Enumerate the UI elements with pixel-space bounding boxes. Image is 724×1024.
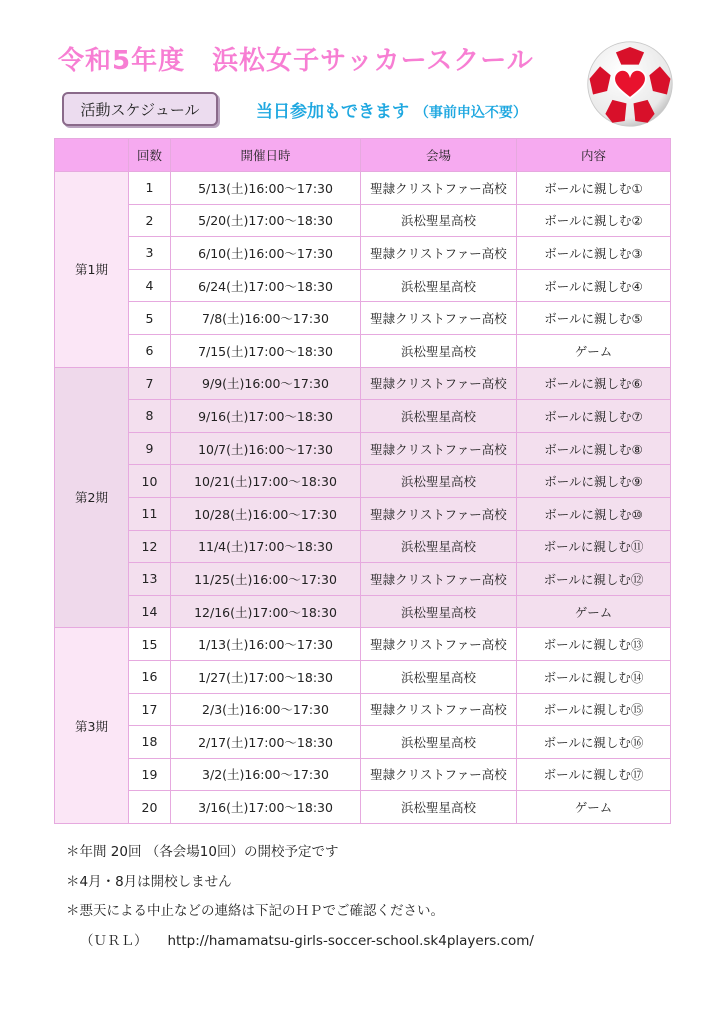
- session-venue: 聖隷クリストファー高校: [361, 563, 517, 596]
- session-number: 20: [129, 791, 171, 824]
- session-datetime: 7/8(土)16:00～17:30: [171, 302, 361, 335]
- session-number: 11: [129, 497, 171, 530]
- table-row: [55, 497, 671, 530]
- note-line: ＊悪天による中止などの連絡は下記のＨＰでご確認ください。: [66, 903, 444, 919]
- session-content: ボールに親しむ⑪: [517, 530, 671, 563]
- session-content: ボールに親しむ⑦: [517, 400, 671, 433]
- session-datetime: 10/21(土)17:00～18:30: [171, 465, 361, 498]
- session-content: ボールに親しむ⑩: [517, 497, 671, 530]
- schedule-badge: 活動スケジュール: [62, 92, 218, 126]
- table-row: [55, 334, 671, 367]
- session-datetime: 7/15(土)17:00～18:30: [171, 334, 361, 367]
- table-row: [55, 302, 671, 335]
- notes: [66, 838, 534, 956]
- session-datetime: 3/16(土)17:00～18:30: [171, 791, 361, 824]
- table-row: [55, 432, 671, 465]
- session-content: ボールに親しむ②: [517, 204, 671, 237]
- session-content: ボールに親しむ⑧: [517, 432, 671, 465]
- session-venue: 浜松聖星高校: [361, 334, 517, 367]
- table-row: [55, 595, 671, 628]
- session-venue: 聖隷クリストファー高校: [361, 758, 517, 791]
- session-datetime: 11/25(土)16:00～17:30: [171, 563, 361, 596]
- subtitle-note: （事前申込不要）: [414, 105, 527, 121]
- session-venue: 聖隷クリストファー高校: [361, 497, 517, 530]
- session-venue: 浜松聖星高校: [361, 530, 517, 563]
- session-content: ボールに親しむ①: [517, 172, 671, 205]
- session-venue: 浜松聖星高校: [361, 726, 517, 759]
- session-datetime: 1/13(土)16:00～17:30: [171, 628, 361, 661]
- session-content: ボールに親しむ⑨: [517, 465, 671, 498]
- period-label: 第1期: [55, 172, 129, 368]
- table-row: [55, 172, 671, 205]
- session-datetime: 5/13(土)16:00～17:30: [171, 172, 361, 205]
- url-label: （ＵＲＬ）: [80, 932, 148, 949]
- header-venue: 会場: [361, 139, 517, 172]
- table-row: [55, 563, 671, 596]
- session-content: ゲーム: [517, 334, 671, 367]
- url-link[interactable]: http://hamamatsu-girls-soccer-school.sk4players.com/: [167, 932, 534, 949]
- table-row: [55, 367, 671, 400]
- session-number: 2: [129, 204, 171, 237]
- table-row: [55, 726, 671, 759]
- note-line: ＊年間 20回 （各会場10回）の開校予定です: [66, 844, 339, 860]
- session-number: 7: [129, 367, 171, 400]
- heart-soccer-ball-icon: [586, 40, 674, 128]
- subtitle: [256, 97, 527, 122]
- session-datetime: 11/4(土)17:00～18:30: [171, 530, 361, 563]
- header-period: [55, 139, 129, 172]
- period-label: 第2期: [55, 367, 129, 628]
- table-header-row: [55, 139, 671, 172]
- table-row: [55, 758, 671, 791]
- table-row: [55, 269, 671, 302]
- session-number: 15: [129, 628, 171, 661]
- session-venue: 浜松聖星高校: [361, 791, 517, 824]
- session-number: 6: [129, 334, 171, 367]
- session-venue: 浜松聖星高校: [361, 400, 517, 433]
- note-line: ＊4月・8月は開校しません: [66, 873, 232, 890]
- table-row: [55, 628, 671, 661]
- session-number: 16: [129, 660, 171, 693]
- session-datetime: 2/17(土)17:00～18:30: [171, 726, 361, 759]
- session-number: 1: [129, 172, 171, 205]
- session-number: 17: [129, 693, 171, 726]
- page-title: 令和5年度 浜松女子サッカースクール: [58, 46, 534, 76]
- session-content: ボールに親しむ⑫: [517, 563, 671, 596]
- session-content: ボールに親しむ⑤: [517, 302, 671, 335]
- session-datetime: 6/10(土)16:00～17:30: [171, 237, 361, 270]
- session-number: 3: [129, 237, 171, 270]
- session-datetime: 6/24(土)17:00～18:30: [171, 269, 361, 302]
- table-row: [55, 660, 671, 693]
- header-datetime: 開催日時: [171, 139, 361, 172]
- session-number: 10: [129, 465, 171, 498]
- session-content: ボールに親しむ⑮: [517, 693, 671, 726]
- session-content: ボールに親しむ⑥: [517, 367, 671, 400]
- table-row: [55, 237, 671, 270]
- session-number: 18: [129, 726, 171, 759]
- session-datetime: 2/3(土)16:00～17:30: [171, 693, 361, 726]
- session-venue: 聖隷クリストファー高校: [361, 693, 517, 726]
- session-venue: 浜松聖星高校: [361, 204, 517, 237]
- table-row: [55, 465, 671, 498]
- header-number: 回数: [129, 139, 171, 172]
- session-venue: 浜松聖星高校: [361, 465, 517, 498]
- session-number: 9: [129, 432, 171, 465]
- session-content: ボールに親しむ⑭: [517, 660, 671, 693]
- table-row: [55, 204, 671, 237]
- session-venue: 聖隷クリストファー高校: [361, 367, 517, 400]
- session-datetime: 1/27(土)17:00～18:30: [171, 660, 361, 693]
- session-content: ゲーム: [517, 595, 671, 628]
- session-content: ボールに親しむ③: [517, 237, 671, 270]
- table-row: [55, 530, 671, 563]
- session-content: ゲーム: [517, 791, 671, 824]
- table-row: [55, 791, 671, 824]
- session-venue: 聖隷クリストファー高校: [361, 432, 517, 465]
- session-number: 19: [129, 758, 171, 791]
- period-label: 第3期: [55, 628, 129, 824]
- session-number: 14: [129, 595, 171, 628]
- session-datetime: 10/7(土)16:00～17:30: [171, 432, 361, 465]
- session-number: 5: [129, 302, 171, 335]
- session-venue: 浜松聖星高校: [361, 660, 517, 693]
- session-datetime: 9/16(土)17:00～18:30: [171, 400, 361, 433]
- session-content: ボールに親しむ⑰: [517, 758, 671, 791]
- url-line: [66, 927, 534, 957]
- session-venue: 聖隷クリストファー高校: [361, 172, 517, 205]
- session-venue: 聖隷クリストファー高校: [361, 302, 517, 335]
- session-content: ボールに親しむ⑯: [517, 726, 671, 759]
- session-datetime: 10/28(土)16:00～17:30: [171, 497, 361, 530]
- schedule-table: [54, 138, 671, 824]
- table-row: [55, 693, 671, 726]
- session-number: 12: [129, 530, 171, 563]
- session-number: 8: [129, 400, 171, 433]
- header-content: 内容: [517, 139, 671, 172]
- session-datetime: 3/2(土)16:00～17:30: [171, 758, 361, 791]
- session-content: ボールに親しむ⑬: [517, 628, 671, 661]
- session-datetime: 9/9(土)16:00～17:30: [171, 367, 361, 400]
- session-venue: 聖隷クリストファー高校: [361, 628, 517, 661]
- session-content: ボールに親しむ④: [517, 269, 671, 302]
- session-number: 13: [129, 563, 171, 596]
- session-number: 4: [129, 269, 171, 302]
- session-venue: 浜松聖星高校: [361, 269, 517, 302]
- session-venue: 聖隷クリストファー高校: [361, 237, 517, 270]
- subtitle-main: 当日参加もできます: [256, 102, 409, 122]
- session-datetime: 12/16(土)17:00～18:30: [171, 595, 361, 628]
- table-row: [55, 400, 671, 433]
- session-datetime: 5/20(土)17:00～18:30: [171, 204, 361, 237]
- session-venue: 浜松聖星高校: [361, 595, 517, 628]
